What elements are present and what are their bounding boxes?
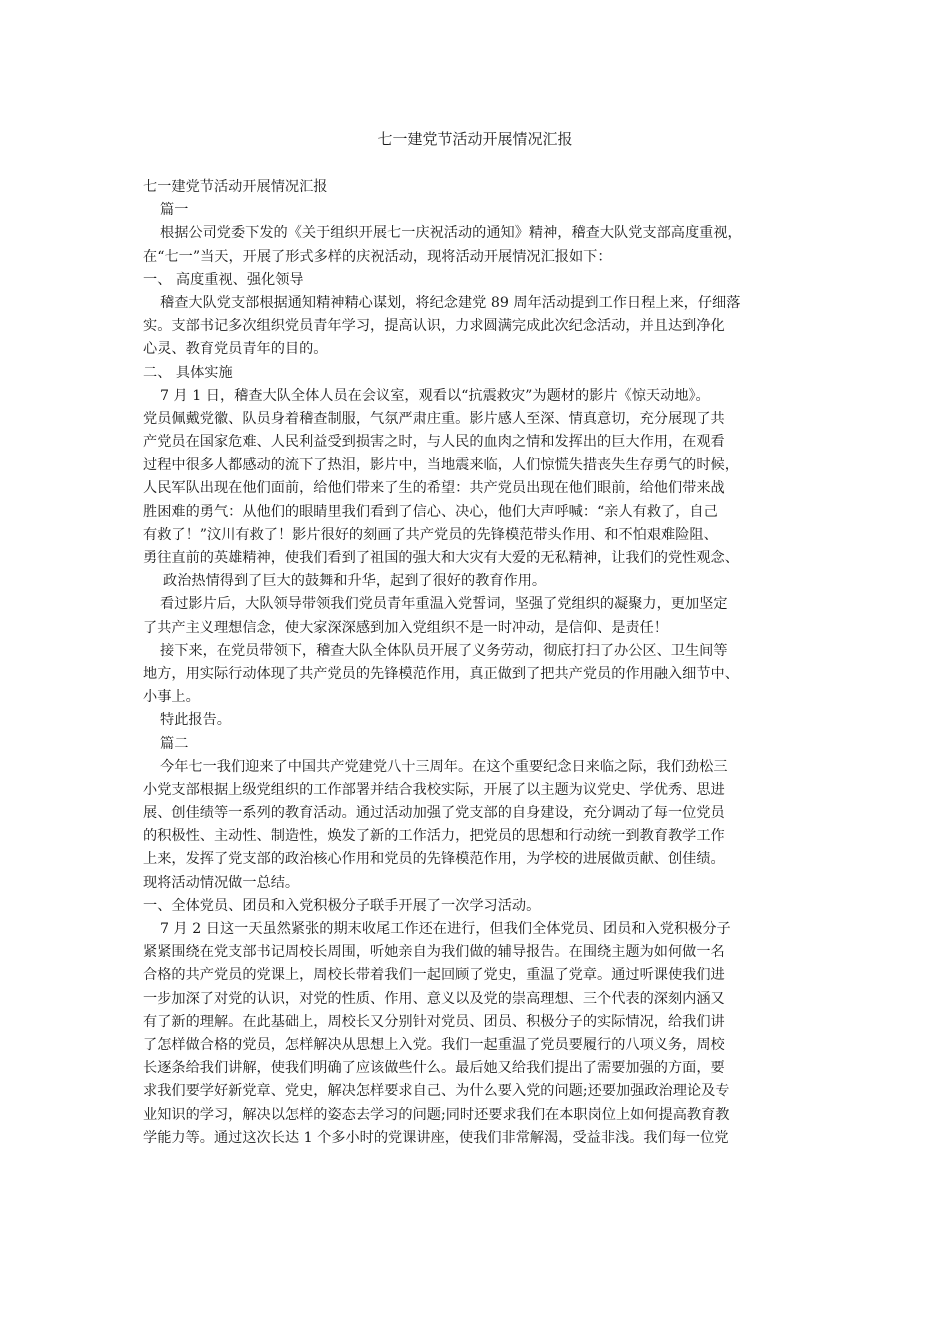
- body-line: 7 月 2 日这一天虽然紧张的期末收尾工作还在进行，但我们全体党员、团员和入党积极分子: [160, 921, 731, 937]
- body-line: 求我们要学好新党章、党史，解决怎样要求自己、为什么要入党的问题;还要加强政治理论及专: [143, 1083, 730, 1100]
- body-line: 长逐条给我们讲解，使我们明确了应该做些什么。最后她又给我们提出了需要加强的方面，要: [143, 1060, 725, 1077]
- body-line: 实。支部书记多次组织党员青年学习，提高认识，力求圆满完成此次纪念活动，并且达到净化: [143, 318, 725, 335]
- body-line: 政治热情得到了巨大的鼓舞和升华，起到了很好的教育作用。: [163, 573, 547, 590]
- body-line: 过程中很多人都感动的流下了热泪，影片中，当地震来临，人们惊慌失措丧失生存勇气的时候，: [143, 457, 739, 474]
- body-line: 一步加深了对党的认识，对党的性质、作用、意义以及党的崇高理想、三个代表的深刻内涵又: [143, 990, 725, 1007]
- body-line: 合格的共产党员的党课上，周校长带着我们一起回顾了党史，重温了党章。通过听课使我们进: [143, 967, 725, 984]
- body-line: 展、创佳绩等一系列的教育活动。通过活动加强了党支部的自身建设，充分调动了每一位党员: [143, 805, 725, 822]
- body-line: 在“七一”当天，开展了形式多样的庆祝活动，现将活动开展情况汇报如下：: [143, 248, 612, 265]
- body-line: 产党员在国家危难、人民利益受到损害之时，与人民的血肉之情和发挥出的巨大作用，在观看: [143, 434, 725, 451]
- body-line: 的积极性、主动性、制造性，焕发了新的工作活力，把党员的思想和行动统一到教育教学工作: [143, 828, 725, 845]
- body-line: 今年七一我们迎来了中国共产党建党八十三周年。在这个重要纪念日来临之际，我们劲松三: [160, 758, 728, 775]
- body-line: 一、 高度重视、强化领导: [143, 271, 304, 288]
- body-line: 七一建党节活动开展情况汇报: [143, 179, 328, 195]
- body-line: 上来，发挥了党支部的政治核心作用和党员的先锋模范作用，为学校的进展做贡献、创佳绩。: [143, 851, 725, 868]
- body-line: 人民军队出现在他们面前，给他们带来了生的希望：共产党员出现在他们眼前，给他们带来战: [143, 480, 725, 497]
- body-line: 7 月 1 日，稽查大队全体人员在会议室，观看以“抗震救灾”为题材的影片《惊天动地》。: [160, 387, 710, 404]
- body-line: 胜困难的勇气：从他们的眼睛里我们看到了信心、决心，他们大声呼喊：“亲人有救了，自己: [143, 503, 718, 520]
- body-line: 小事上。: [143, 689, 200, 706]
- body-line: 勇往直前的英雄精神，使我们看到了祖国的强大和大灾有大爱的无私精神，让我们的党性观念、: [143, 550, 739, 566]
- body-line: 有了新的理解。在此基础上，周校长又分别针对党员、团员、积极分子的实际情况，给我们讲: [143, 1013, 725, 1030]
- body-line: 心灵、教育党员青年的目的。: [143, 341, 328, 358]
- body-line: 地方，用实际行动体现了共产党员的先锋模范作用，真正做到了把共产党员的作用融入细节中、: [143, 665, 739, 682]
- body-line: 篇二: [160, 735, 189, 752]
- body-line: 一、全体党员、团员和入党积极分子联手开展了一次学习活动。: [143, 897, 541, 914]
- body-line: 学能力等。通过这次长达 1 个多小时的党课讲座，使我们非常解渴，受益非浅。我们每一位党: [143, 1129, 729, 1146]
- body-line: 稽查大队党支部根据通知精神精心谋划，将纪念建党 89 周年活动提到工作日程上来，仔细落: [160, 294, 741, 311]
- body-line: 小党支部根据上级党组织的工作部署并结合我校实际，开展了以主题为议党史、学优秀、思进: [143, 781, 725, 798]
- body-line: 根据公司党委下发的《关于组织开展七一庆祝活动的通知》精神，稽查大队党支部高度重视，: [160, 225, 742, 242]
- body-line: 紧紧围绕在党支部书记周校长周围，听她亲自为我们做的辅导报告。在围绕主题为如何做一名: [143, 944, 725, 961]
- body-line: 业知识的学习，解决以怎样的姿态去学习的问题;同时还要求我们在本职岗位上如何提高教育教: [143, 1106, 730, 1123]
- body-line: 篇一: [160, 202, 189, 219]
- body-line: 特此报告。: [160, 712, 231, 729]
- body-line: 看过影片后，大队领导带领我们党员青年重温入党誓词，坚强了党组织的凝聚力，更加坚定: [160, 596, 728, 613]
- body-line: 党员佩戴党徽、队员身着稽查制服，气氛严肃庄重。影片感人至深、情真意切，充分展现了共: [143, 410, 725, 427]
- document-body: [143, 176, 811, 1150]
- body-line: 了共产主义理想信念，使大家深深感到加入党组织不是一时冲动，是信仰、是责任！: [143, 619, 668, 636]
- document-title: 七一建党节活动开展情况汇报: [377, 130, 573, 148]
- body-line: 接下来，在党员带领下，稽查大队全体队员开展了义务劳动，彻底打扫了办公区、卫生间等: [160, 642, 728, 659]
- body-line: 二、 具体实施: [143, 364, 233, 381]
- body-line: 有救了！”汶川有救了！影片很好的刻画了共产党员的先锋模范带头作用、和不怕艰难险阻、: [143, 526, 718, 543]
- body-line: 现将活动情况做一总结。: [143, 874, 300, 891]
- body-line: 了怎样做合格的党员，怎样解决从思想上入党。我们一起重温了党员要履行的八项义务，周校: [143, 1036, 725, 1053]
